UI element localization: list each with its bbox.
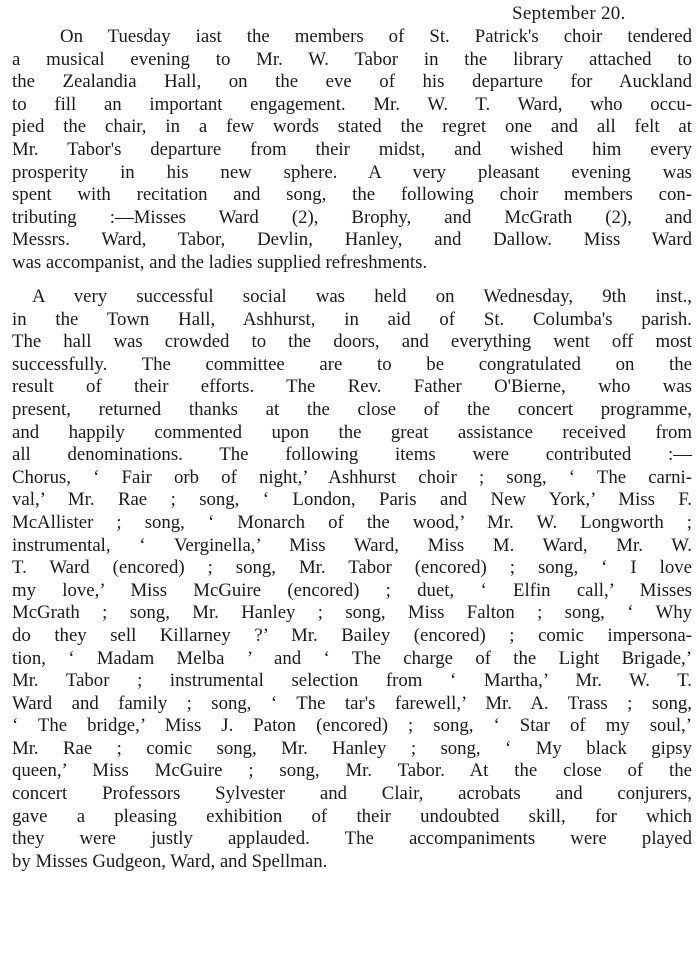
text-line: ‘ The bridge,’ Miss J. Paton (encored) ; song, ‘ Star of my soul,’ <box>12 715 692 737</box>
text-line: Mr. Tabor ; instrumental selection from ‘ Martha,’ Mr. W. T. <box>12 670 692 692</box>
issue-date: September 20. <box>512 3 626 24</box>
text-line: my love,’ Miss McGuire (encored) ; duet, ‘ Elfin call,’ Misses <box>12 579 692 601</box>
text-line: prosperity in his new sphere. A very pleasant evening was <box>12 161 692 183</box>
text-line: Mr. Tabor's departure from their midst, and wished him every <box>12 138 692 160</box>
text-line: concert Professors Sylvester and Clair, acrobats and conjurers, <box>12 783 692 805</box>
text-line: was accompanist, and the ladies supplied refreshments. <box>12 251 428 273</box>
text-line: the Zealandia Hall, on the eve of his departure for Auckland <box>12 71 692 93</box>
text-line: T. Ward (encored) ; song, Mr. Tabor (encored) ; song, ‘ I love <box>12 557 692 579</box>
text-line: queen,’ Miss McGuire ; song, Mr. Tabor. At the close of the <box>12 760 692 782</box>
text-line: A very successful social was held on Wednesday, 9th inst., <box>32 286 692 307</box>
text-line: instrumental, ‘ Verginella,’ Miss Ward, Miss M. Ward, Mr. W. <box>12 534 692 556</box>
text-line: pied the chair, in a few words stated the regret one and all felt at <box>12 116 692 138</box>
text-line: tion, ‘ Madam Melba ’ and ‘ The charge of the Light Brigade,’ <box>12 647 692 669</box>
paragraph-ashhurst-social <box>12 286 692 873</box>
text-line: Chorus, ‘ Fair orb of night,’ Ashhurst choir ; song, ‘ The carni- <box>12 466 692 488</box>
text-line: by Misses Gudgeon, Ward, and Spellman. <box>12 850 328 872</box>
text-line: result of their efforts. The Rev. Father O'Bierne, who was <box>12 376 692 398</box>
text-line: do they sell Killarney ?’ Mr. Bailey (encored) ; comic impersona- <box>12 624 692 646</box>
text-line: Messrs. Ward, Tabor, Devlin, Hanley, and Dallow. Miss Ward <box>12 229 692 251</box>
text-line: and happily commented upon the great assistance received from <box>12 421 692 443</box>
text-line: The hall was crowded to the doors, and everything went off most <box>12 331 692 353</box>
text-line: spent with recitation and song, the following choir members con- <box>12 184 692 206</box>
text-line: Ward and family ; song, ‘ The tar's farewell,’ Mr. A. Trass ; song, <box>12 692 692 714</box>
text-line: McAllister ; song, ‘ Monarch of the wood,’ Mr. W. Longworth ; <box>12 511 692 533</box>
text-line: all denominations. The following items were contributed :— <box>12 444 692 466</box>
text-line: gave a pleasing exhibition of their undoubted skill, for which <box>12 805 692 827</box>
text-line: tributing :—Misses Ward (2), Brophy, and McGrath (2), and <box>12 206 692 228</box>
text-line: in the Town Hall, Ashhurst, in aid of St. Columba's parish. <box>12 308 692 330</box>
text-line: successfully. The committee are to be congratulated on the <box>12 353 692 375</box>
text-line: a musical evening to Mr. W. Tabor in the library attached to <box>12 48 692 70</box>
text-line: Mr. Rae ; comic song, Mr. Hanley ; song, ‘ My black gipsy <box>12 737 692 759</box>
text-line: present, returned thanks at the close of the concert programme, <box>12 398 692 420</box>
text-line: to fill an important engagement. Mr. W. T. Ward, who occu- <box>12 93 692 115</box>
text-line: they were justly applauded. The accompaniments were played <box>12 828 692 850</box>
text-line: On Tuesday iast the members of St. Patrick's choir tendered <box>60 26 692 47</box>
text-line: val,’ Mr. Rae ; song, ‘ London, Paris and New York,’ Miss F. <box>12 489 692 511</box>
text-line: McGrath ; song, Mr. Hanley ; song, Miss Falton ; song, ‘ Why <box>12 602 692 624</box>
paragraph-choir-evening <box>12 26 692 275</box>
